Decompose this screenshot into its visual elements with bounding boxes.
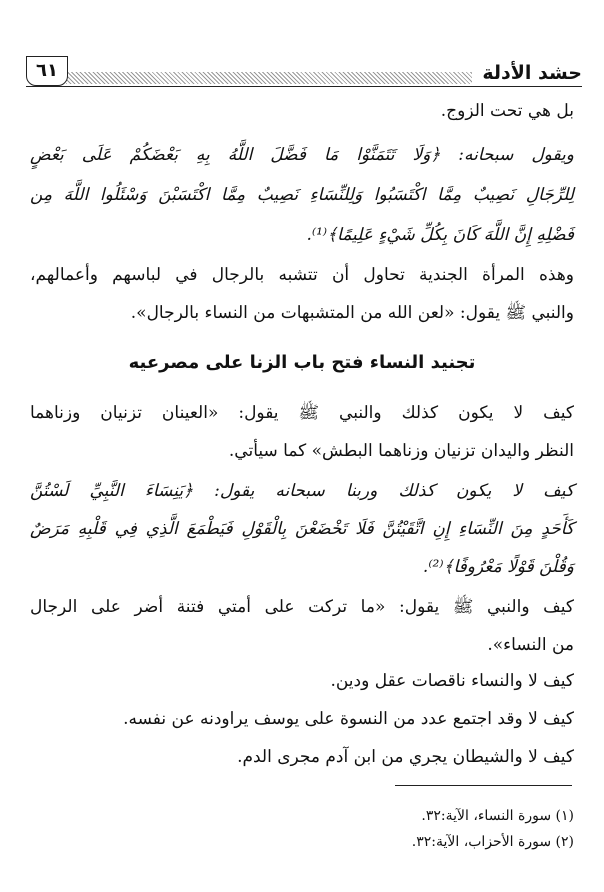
text-line-5: وهذه المرأة الجندية تحاول أن تتشبه بالرجال في لباسهم وأعمالهم، bbox=[30, 265, 574, 285]
footnote-1: (١) سورة النساء، الآية:٣٢. bbox=[421, 808, 574, 824]
text-line-6: والنبي ﷺ يقول: «لعن الله من المتشبهات من النساء بالرجال». bbox=[130, 303, 574, 323]
text-line-15: كيف لا وقد اجتمع عدد من النسوة على يوسف يراودنه عن نفسه. bbox=[123, 709, 574, 729]
text-line-7: كيف لا يكون كذلك والنبي ﷺ يقول: «العينان تزنيان وزناهما bbox=[30, 403, 574, 423]
running-title: حشد الأدلة bbox=[482, 62, 582, 84]
page-header bbox=[26, 56, 582, 92]
page-number: ٦١ bbox=[26, 56, 68, 86]
section-heading: تجنيد النساء فتح باب الزنا على مصرعيه bbox=[128, 352, 476, 373]
text-line-8: النظر واليدان تزنيان وزناهما البطش» كما سيأتي. bbox=[228, 441, 574, 461]
header-decorative-strip bbox=[66, 72, 472, 84]
text-line-10: كَأَحَدٍ مِنَ النِّسَاءِ إِنِ اتَّقَيْتُنَّ فَلَا تَخْضَعْنَ بِالْقَوْلِ فَيَطْمَعَ الَّذِي فِي قَلْبِهِ مَرَضٌ bbox=[30, 519, 574, 539]
text-line-9: كيف لا يكون كذلك وربنا سبحانه يقول: ﴿يَنِسَاءَ النَّبِيِّ لَسْتُنَّ bbox=[30, 481, 574, 501]
text-line-2: ويقول سبحانه: ﴿وَلَا تَتَمَنَّوْا مَا فَضَّلَ اللَّهُ بِهِ بَعْضَكُمْ عَلَى بَعْضٍ bbox=[30, 145, 574, 165]
text-line-14: كيف لا والنساء ناقصات عقل ودين. bbox=[330, 671, 574, 691]
text-line-4: فَضْلِهِ إِنَّ اللَّهَ كَانَ بِكُلِّ شَيْءٍ عَلِيمًا﴾⁽¹⁾. bbox=[306, 225, 574, 245]
text-line-12: كيف والنبي ﷺ يقول: «ما تركت على أمتي فتنة أضر على الرجال bbox=[30, 597, 574, 617]
footnote-rule bbox=[395, 785, 572, 786]
text-line-16: كيف لا والشيطان يجري من ابن آدم مجرى الدم. bbox=[237, 747, 574, 767]
header-rule bbox=[26, 86, 582, 87]
text-line-3: لِلرِّجَالِ نَصِيبٌ مِمَّا اكْتَسَبُوا وَلِلنِّسَاءِ نَصِيبٌ مِمَّا اكْتَسَبْنَ وَسْئَلُوا اللَّهَ مِن bbox=[30, 185, 574, 205]
footnote-2: (٢) سورة الأحزاب، الآية:٣٢. bbox=[411, 834, 574, 850]
text-line-1: بل هي تحت الزوج. bbox=[440, 101, 574, 121]
text-line-13: من النساء». bbox=[487, 635, 574, 655]
text-line-11: وَقُلْنَ قَوْلًا مَعْرُوفًا﴾⁽²⁾. bbox=[422, 557, 574, 577]
